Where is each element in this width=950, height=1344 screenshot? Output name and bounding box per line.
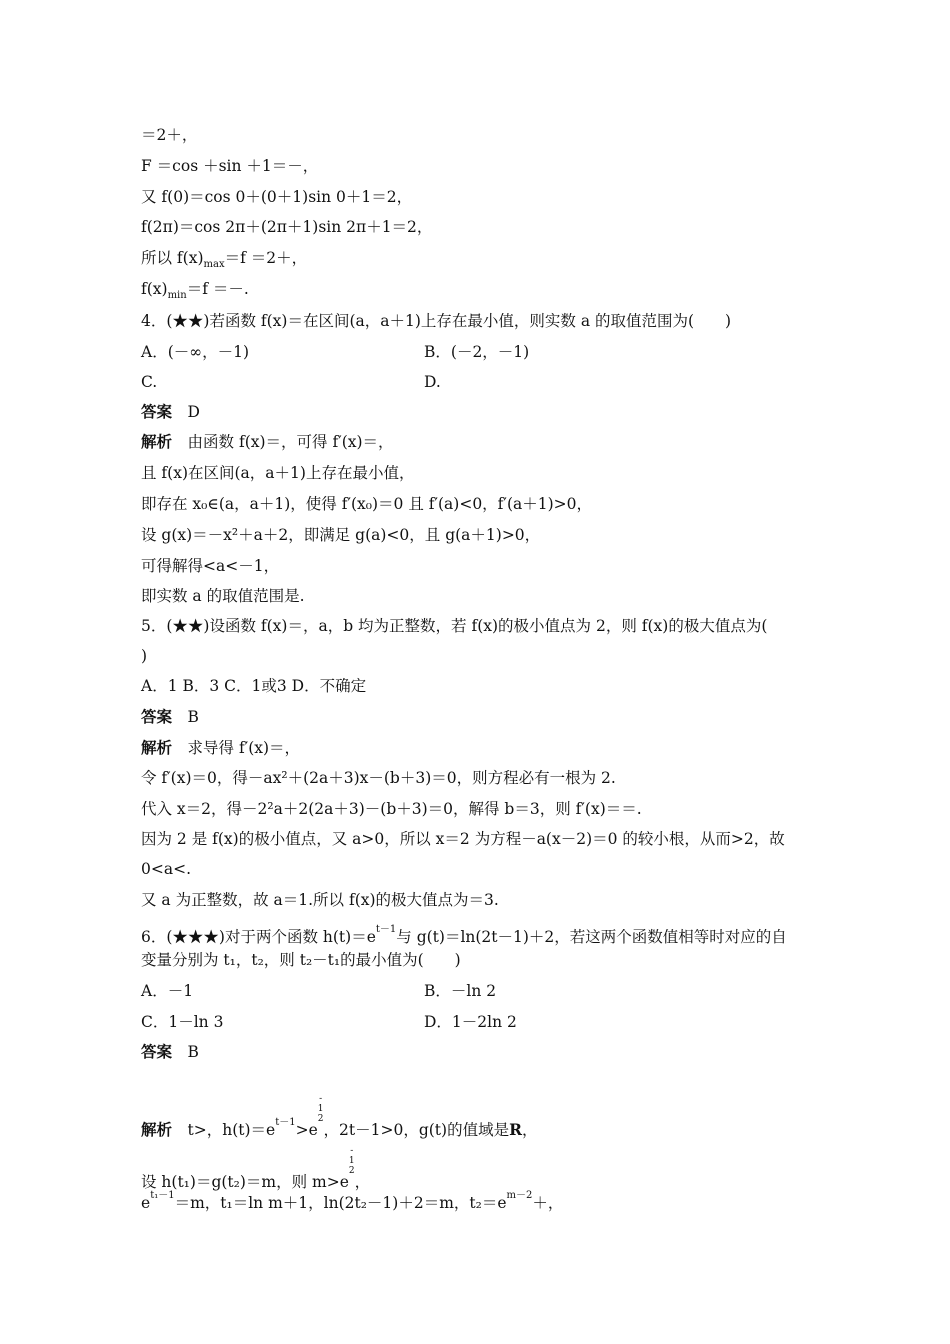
text-line [141,1186,821,1213]
text-span: >e [295,1121,318,1139]
option-row [141,1012,821,1032]
fraction-neg: - [350,1146,354,1156]
analysis-line [141,738,821,758]
text-span: e [141,1194,151,1212]
text-line: 且 f(x)在区间(a，a＋1)上存在最小值， [141,464,415,482]
text-line: F ＝cos ＋sin ＋1＝－， [141,157,319,175]
text-span: R [509,1120,522,1139]
text-line: 即实数 a 的取值范围是. [141,587,305,605]
analysis-label: 解析 [141,432,173,451]
answer-line [141,707,821,727]
option-a: A．(－∞，－1) [141,343,250,361]
option-b: B．(－2，－1) [424,343,530,361]
text-span: ，2t－1>0，g(t)的值域是 [323,1121,510,1139]
text-span: ＝f ＝2＋， [224,249,308,267]
text-line: 令 f′(x)＝0，得－ax²＋(2a＋3)x－(b＋3)＝0，则方程必有一根为 2. [141,769,616,787]
text-span: 6．(★★★)对于两个函数 h(t)＝e [141,928,376,946]
text-span: 设 h(t₁)＝g(t₂)＝m，则 m>e [141,1173,349,1191]
text-line: f(2π)＝cos 2π＋(2π＋1)sin 2π＋1＝2， [141,218,433,236]
option-row: A．1 B．3 C．1或3 D．不确定 [141,677,367,695]
text-line: 因为 2 是 f(x)的极小值点，又 a>0，所以 x＝2 为方程－a(x－2)＝0 的较小根，从而>2，故 [141,830,785,848]
option-c: C. [141,373,158,391]
analysis-label: 解析 [141,1120,173,1139]
text-line: 代入 x＝2，得－2²a＋2(2a＋3)－(b＋3)＝0，解得 b＝3，则 f′(x)＝＝. [141,800,642,818]
analysis-line [141,432,821,452]
text-span: 所以 f(x) [141,249,204,267]
fraction-den: 2 [348,1166,355,1176]
option-d: D. [424,373,441,391]
text-span: ， [521,1121,538,1139]
text-span: 由函数 f(x)＝，可得 f′(x)＝， [187,433,394,451]
text-line: 0<a<. [141,860,192,878]
answer-line [141,402,821,422]
question-6 [141,920,821,947]
superscript: t₁－1 [150,1190,175,1201]
text-line [141,248,821,275]
text-span: ＝f ＝－. [186,280,249,298]
text-span: 求导得 f′(x)＝， [187,739,301,757]
option-b: B．－ln 2 [424,982,497,1000]
fraction-exponent [349,1146,355,1176]
analysis-label: 解析 [141,738,173,757]
text-line: 又 a 为正整数，故 a＝1.所以 f(x)的极大值点为＝3. [141,891,499,909]
text-line [141,279,821,306]
text-line: 又 f(0)＝cos 0＋(0＋1)sin 0＋1＝2， [141,188,413,206]
option-row [141,372,821,392]
option-a: A．－1 [141,982,194,1000]
text-line: 变量分别为 t₁，t₂，则 t₂－t₁的最小值为( ) [141,951,461,969]
option-row [141,981,821,1001]
text-line: ＝2＋， [141,126,198,144]
answer-label: 答案 [141,1042,173,1061]
answer-line [141,1042,821,1062]
text-span: t>，h(t)＝e [187,1121,276,1139]
text-span: ＝m，t₁＝ln m＋1，ln(2t₂－1)＋2＝m，t₂＝e [174,1194,507,1212]
subscript: max [203,259,225,271]
answer-value: B [187,708,199,726]
superscript: t－1 [375,924,397,935]
fraction-exponent [318,1094,324,1124]
option-d: D．1－2ln 2 [424,1013,517,1031]
answer-value: D [187,403,200,421]
text-line: 可得解得<a<－1， [141,557,280,575]
text-span: ＋， [532,1194,564,1212]
option-row [141,342,821,362]
question-5: 5．(★★)设函数 f(x)＝，a，b 均为正整数，若 f(x)的极小值点为 2，则 f(x)的极大值点为( [141,617,768,635]
analysis-line [141,1094,821,1140]
fraction-den: 2 [317,1114,324,1124]
option-c: C．1－ln 3 [141,1013,224,1031]
text-line: 即存在 x₀∈(a，a＋1)，使得 f′(x₀)＝0 且 f′(a)<0，f′(a＋1)>0， [141,495,592,513]
fraction-num: 1 [348,1156,355,1166]
text-line: 设 g(x)＝－x²＋a＋2，即满足 g(a)<0，且 g(a＋1)>0， [141,526,541,544]
subscript: min [167,290,187,302]
answer-label: 答案 [141,707,173,726]
fraction-num: 1 [317,1104,324,1114]
superscript: m－2 [506,1190,533,1201]
superscript: t－1 [275,1117,296,1128]
text-line: ) [141,647,148,665]
text-span: 与 g(t)＝ln(2t－1)＋2，若这两个函数值相等时对应的自 [396,928,787,946]
text-span: f(x) [141,280,168,298]
text-span: ， [354,1173,371,1191]
question-4: 4．(★★)若函数 f(x)＝在区间(a，a＋1)上存在最小值，则实数 a 的取值范围为( ) [141,312,732,330]
answer-value: B [187,1043,199,1061]
fraction-neg: - [319,1094,323,1104]
answer-label: 答案 [141,402,173,421]
